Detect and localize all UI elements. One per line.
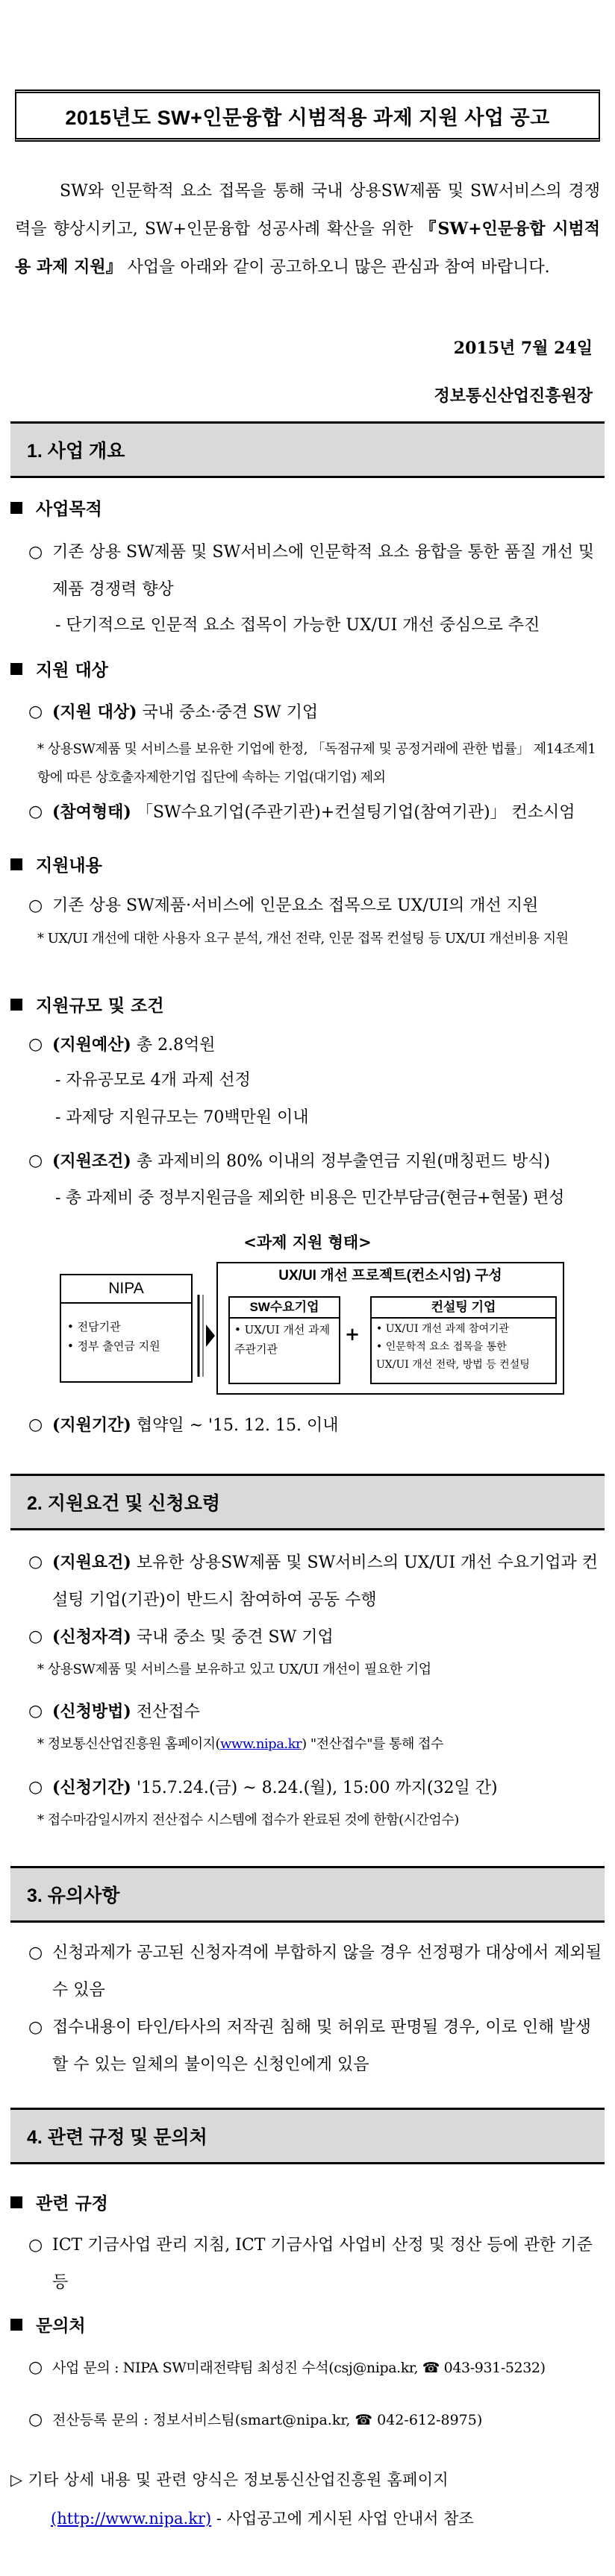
circle-bullet-icon: ○	[28, 1152, 43, 1170]
footer-line-2	[51, 2500, 603, 2537]
consult-box	[370, 1296, 557, 1384]
rules-item: ICT 기금사업 관리 지침, ICT 기금사업 사업비 산정 및 정산 등에 관한 기준 등	[52, 2236, 593, 2292]
subheading-rules	[10, 2190, 108, 2214]
circle-bullet-icon: ○	[28, 1627, 43, 1646]
circle-bullet-icon: ○	[28, 1553, 43, 1571]
qual-note: * 상용SW제품 및 서비스를 보유하고 있고 UX/UI 개선이 필요한 기업	[37, 1662, 431, 1677]
section-4-title: 4. 관련 규정 및 문의처	[27, 2127, 207, 2148]
contact-item-1: 사업 문의 : NIPA SW미래전략팀 최성진 수석(csj@nipa.kr, ☎ 043-931-5232)	[52, 2360, 546, 2376]
cond-item-1	[52, 1143, 605, 1181]
announcement-date: 2015년 7월 24일	[453, 339, 593, 358]
circle-bullet-icon: ○	[28, 543, 43, 562]
demand-box	[228, 1296, 340, 1384]
period-item-label: (지원기간)	[52, 1416, 131, 1435]
subheading-purpose	[10, 495, 102, 520]
diagram-caption: <과제 지원 형태>	[243, 1233, 372, 1251]
circle-bullet-icon: ○	[28, 896, 43, 915]
circle-bullet-icon: ○	[28, 2018, 43, 2037]
demand-body	[230, 1319, 339, 1360]
subheading-scale	[10, 992, 164, 1017]
subheading-target	[10, 656, 108, 681]
qual-item-label: (신청자격)	[52, 1627, 131, 1647]
target-item-1-text: 국내 중소·중견 SW 기업	[137, 703, 319, 722]
square-bullet-icon	[10, 2196, 22, 2208]
content-note: * UX/UI 개선에 대한 사용자 요구 분석, 개선 전략, 인문 접목 컨설팅 등 UX/UI 개선비용 지원	[37, 931, 569, 946]
nipa-box	[60, 1274, 193, 1383]
circle-bullet-icon: ○	[28, 2358, 43, 2377]
demand-line-2: 주관기관	[234, 1342, 278, 1356]
subheading-target-label: 지원 대상	[36, 660, 108, 680]
square-bullet-icon	[10, 663, 22, 675]
subheading-contact	[10, 2312, 86, 2337]
circle-bullet-icon: ○	[28, 1944, 43, 1962]
method-note-text-1: * 정보통신산업진흥원 홈페이지(	[37, 1736, 221, 1752]
caution-item-2: 접수내용이 타인/타사의 저작권 침해 및 허위로 판명될 경우, 이로 인해 발생할 수 있는 일체의 불이익은 신청인에게 있음	[52, 2018, 591, 2074]
method-note-text-2: ) "전산접수"를 통해 접수	[302, 1736, 443, 1752]
consult-title: 컨설팅 기업	[372, 1298, 555, 1319]
scale-item-1	[52, 1026, 597, 1064]
period2-item	[52, 1769, 605, 1807]
intro-text-1: SW와 인문학적 요소 접목을 통해 국내 상용SW제품 및 SW서비스의 경쟁력을 향상시키고, SW+인문융합 성공사례 확산을 위한	[15, 182, 600, 239]
caution-item-1: 신청과제가 공고된 신청자격에 부합하지 않을 경우 선정평가 대상에서 제외될 수 있음	[52, 1944, 602, 1999]
cond-item-1-label: (지원조건)	[52, 1152, 131, 1171]
circle-bullet-icon: ○	[28, 802, 43, 821]
announcement-title: 2015년도 SW+인문융합 시범적용 과제 지원 사업 공고	[65, 106, 550, 129]
subheading-contact-label: 문의처	[36, 2316, 86, 2336]
announcement-title-box	[15, 89, 600, 142]
period-item	[52, 1407, 597, 1445]
scale-item-2: - 자유공모로 4개 과제 선정	[55, 1071, 251, 1090]
circle-bullet-icon: ○	[28, 2236, 43, 2255]
method-item-label: (신청방법)	[52, 1702, 131, 1721]
circle-bullet-icon: ○	[28, 1778, 43, 1797]
nipa-homepage-link[interactable]: www.nipa.kr	[220, 1736, 302, 1752]
qual-item	[52, 1618, 597, 1656]
section-2-header	[10, 1474, 605, 1530]
method-note	[37, 1730, 600, 1759]
nipa-box-body	[61, 1304, 191, 1356]
purpose-item-2: - 단기적으로 인문적 요소 접목이 가능한 UX/UI 개선 중심으로 추진	[55, 616, 540, 635]
target-item-2-text: 「SW수요기업(주관기관)+컨설팅기업(참여기관)」 컨소시엄	[131, 803, 575, 822]
scale-item-1-text: 총 2.8억원	[131, 1036, 216, 1055]
circle-bullet-icon: ○	[28, 1702, 43, 1721]
double-line-arrow-icon	[196, 1295, 216, 1377]
section-1-header	[10, 421, 605, 478]
section-2-title: 2. 지원요건 및 신청요령	[27, 1493, 221, 1514]
req-item-text: 보유한 상용SW제품 및 SW서비스의 UX/UI 개선 수요기업과 컨설팅 기업(기관)이 반드시 참여하여 공동 수행	[52, 1554, 599, 1609]
square-bullet-icon	[10, 999, 22, 1011]
consult-line-3: UX/UI 개선 전략, 방법 등 컨설팅	[376, 1359, 530, 1371]
method-item	[52, 1693, 597, 1731]
purpose-item-1: 기존 상용 SW제품 및 SW서비스에 인문학적 요소 융합을 통한 품질 개선 및 제품 경쟁력 향상	[52, 543, 595, 599]
scale-item-3: - 과제당 지원규모는 70백만원 이내	[55, 1108, 309, 1127]
plus-icon: +	[345, 1323, 360, 1345]
circle-bullet-icon: ○	[28, 2410, 43, 2429]
consult-line-2: • 인문학적 요소 접목을 통한	[376, 1341, 507, 1353]
section-3-title: 3. 유의사항	[27, 1885, 120, 1906]
period2-item-label: (신청기간)	[52, 1778, 131, 1797]
footer-line-2-text: - 사업공고에 게시된 사업 안내서 참조	[211, 2510, 474, 2528]
consult-body	[372, 1319, 555, 1375]
nipa-line-1: • 전담기관	[67, 1320, 121, 1333]
method-item-text: 전산접수	[131, 1703, 200, 1721]
consult-line-1: • UX/UI 개선 과제 참여기관	[376, 1323, 510, 1335]
subheading-rules-label: 관련 규정	[36, 2193, 108, 2214]
req-item	[52, 1544, 605, 1619]
intro-highlight: 『SW+인문융합 시범적용 과제 지원』	[15, 219, 600, 277]
intro-text-2: 사업을 아래와 같이 공고하오니 많은 관심과 참여 바랍니다.	[122, 258, 550, 277]
period2-note: * 접수마감일시까지 전산접수 시스템에 접수가 완료된 것에 한함(시간엄수)	[37, 1812, 459, 1828]
target-item-2-label: (참여형태)	[52, 802, 131, 822]
req-item-label: (지원요건)	[52, 1553, 131, 1572]
target-item-2	[52, 794, 605, 832]
square-bullet-icon	[10, 2319, 22, 2331]
qual-item-text: 국내 중소 및 중견 SW 기업	[131, 1628, 334, 1647]
contact-item-2: 전산등록 문의 : 정보서비스팀(smart@nipa.kr, ☎ 042-612-8975)	[52, 2412, 483, 2428]
scale-item-1-label: (지원예산)	[52, 1035, 131, 1055]
section-3-header	[10, 1866, 605, 1923]
target-item-1	[52, 694, 597, 732]
period2-item-text: '15.7.24.(금) ~ 8.24.(월), 15:00 까지(32일 간)	[131, 1779, 498, 1797]
square-bullet-icon	[10, 858, 22, 870]
period-item-text: 협약일 ~ '15. 12. 15. 이내	[131, 1416, 339, 1435]
target-item-1-label: (지원 대상)	[52, 703, 137, 722]
square-bullet-icon	[10, 502, 22, 514]
consortium-title: UX/UI 개선 프로젝트(컨소시엄) 구성	[278, 1268, 502, 1284]
cond-item-2: - 총 과제비 중 정부지원금을 제외한 비용은 민간부담금(현금+현물) 편성	[55, 1189, 565, 1207]
section-4-header	[10, 2108, 605, 2164]
footer-line-1: ▷ 기타 상세 내용 및 관련 양식은 정보통신산업진흥원 홈페이지	[10, 2471, 449, 2489]
subheading-content	[10, 852, 102, 876]
subheading-content-label: 지원내용	[36, 855, 102, 876]
demand-line-1: • UX/UI 개선 과제	[234, 1323, 331, 1336]
circle-bullet-icon: ○	[28, 1035, 43, 1054]
subheading-scale-label: 지원규모 및 조건	[36, 996, 164, 1016]
circle-bullet-icon: ○	[28, 703, 43, 721]
cond-item-1-text: 총 과제비의 80% 이내의 정부출연금 지원(매칭펀드 방식)	[131, 1152, 551, 1171]
consortium-box	[216, 1262, 564, 1395]
nipa-box-title: NIPA	[61, 1275, 191, 1304]
agency-name: 정보통신산업진흥원장	[434, 386, 593, 406]
intro-paragraph	[15, 173, 600, 286]
demand-title: SW수요기업	[230, 1298, 339, 1319]
section-1-title: 1. 사업 개요	[27, 441, 125, 462]
target-note: * 상용SW제품 및 서비스를 보유한 기업에 한정, 「독점규제 및 공정거래에 관한 법률」 제14조제1항에 따른 상호출자제한기업 집단에 속하는 기업(대기업) 제외	[37, 741, 596, 785]
circle-bullet-icon: ○	[28, 1416, 43, 1434]
nipa-line-2: • 정부 출연금 지원	[67, 1339, 160, 1353]
subheading-purpose-label: 사업목적	[36, 499, 102, 519]
content-item-1: 기존 상용 SW제품·서비스에 인문요소 접목으로 UX/UI의 개선 지원	[52, 896, 539, 915]
nipa-homepage-footer-link[interactable]: (http://www.nipa.kr)	[51, 2510, 212, 2528]
